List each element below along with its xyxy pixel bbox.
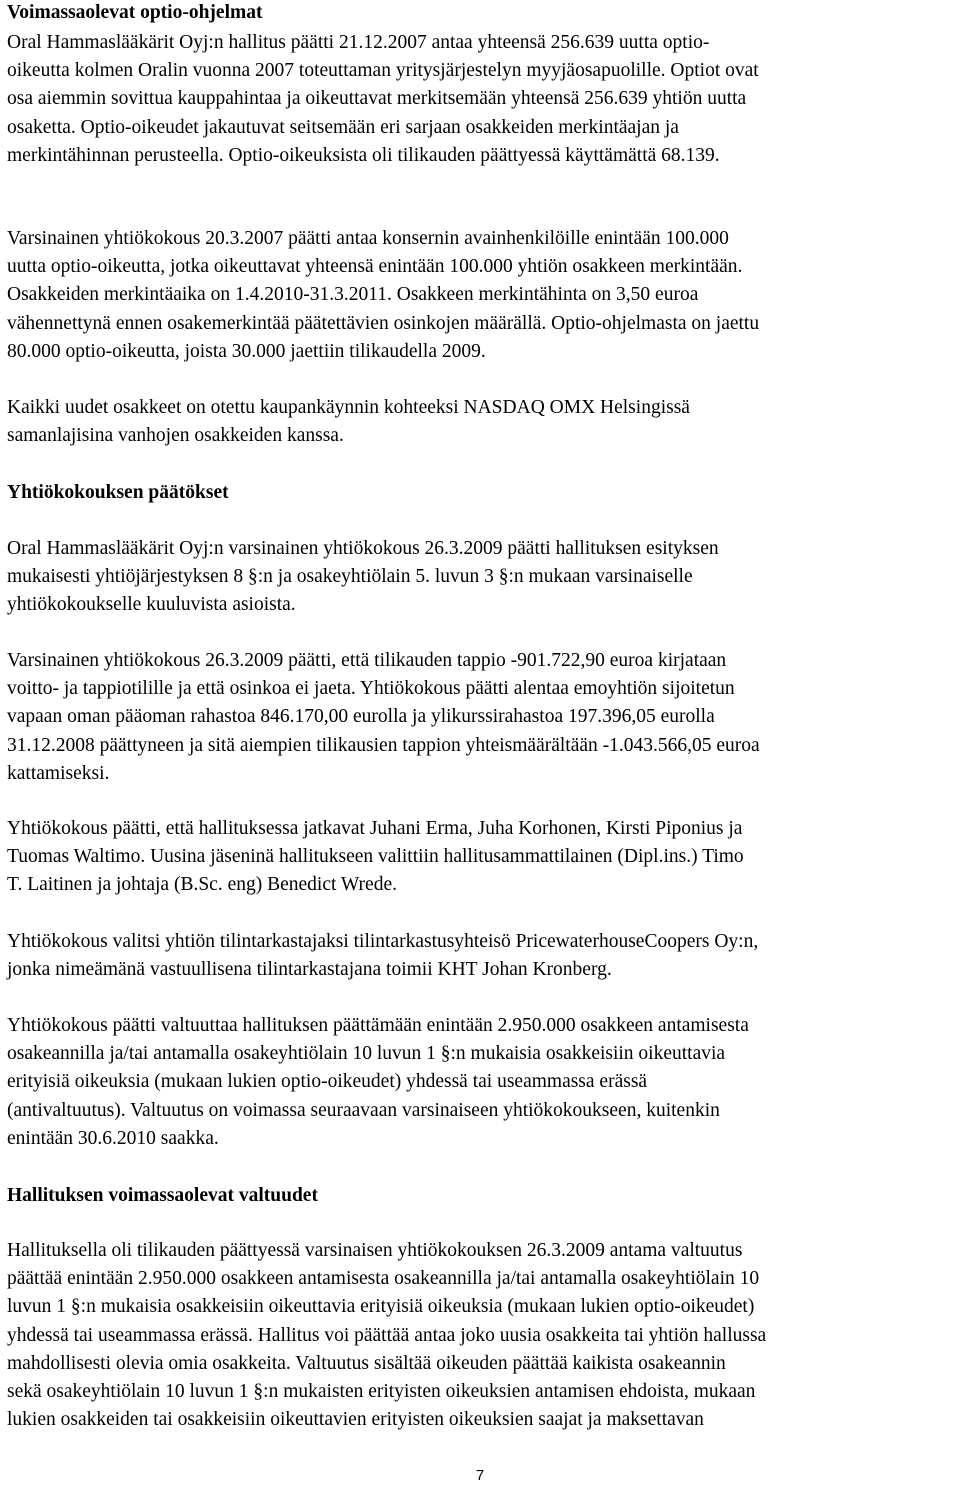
text-line: Yhtiökokous päätti valtuuttaa hallituksen päättämään enintään 2.950.000 osakkeen antamisesta: [7, 1015, 749, 1036]
text-line: Tuomas Waltimo. Uusina jäseninä hallitukseen valittiin hallitusammattilainen (Dipl.ins.) Timo: [7, 846, 744, 868]
text-line: oikeutta kolmen Oralin vuonna 2007 toteuttaman yritysjärjestelyn myyjäosapuolille. Optiot ovat: [7, 60, 759, 82]
text-line: mukaisesti yhtiöjärjestyksen 8 §:n ja osakeyhtiölain 5. luvun 3 §:n mukaan varsinaiselle: [7, 566, 693, 588]
text-line: sekä osakeyhtiölain 10 luvun 1 §:n mukaisten erityisten oikeuksien antamisen ehdoista, mukaan: [7, 1381, 756, 1403]
text-line: kattamiseksi.: [7, 762, 110, 784]
paragraph-option-rights-2007: [7, 29, 759, 170]
text-line: mahdollisesti olevia omia osakkeita. Valtuutus sisältää oikeuden päättää kaikista osakeannin: [7, 1352, 726, 1374]
text-line: osakeannilla ja/tai antamalla osakeyhtiölain 10 luvun 1 §:n mukaisia osakkeisiin oikeuttavia: [7, 1043, 726, 1065]
text-line: lukien osakkeiden tai osakkeisiin oikeuttavien erityisten oikeuksien saajat ja maksettavan: [7, 1409, 704, 1431]
paragraph-listing: [7, 394, 690, 450]
text-line: osaketta. Optio-oikeudet jakautuvat seitsemään eri sarjaan osakkeiden merkintäajan ja: [7, 116, 679, 138]
text-line: enintään 30.6.2010 saakka.: [7, 1127, 219, 1149]
text-line: osa aiemmin sovittua kauppahintaa ja oikeuttavat merkitsemään yhteensä 256.639 yhtiön uutta: [7, 88, 747, 110]
text-line: T. Laitinen ja johtaja (B.Sc. eng) Benedict Wrede.: [7, 874, 397, 896]
text-line: Kaikki uudet osakkeet on otettu kaupankäynnin kohteeksi NASDAQ OMX Helsingissä: [7, 397, 690, 418]
text-line: päättää enintään 2.950.000 osakkeen antamisesta osakeannilla ja/tai antamalla osakeyhtiölain 10: [7, 1268, 760, 1290]
paragraph-auditor: [7, 928, 758, 984]
text-line: erityisiä oikeuksia (mukaan lukien optio-oikeudet) yhdessä tai useammassa erässä: [7, 1071, 648, 1093]
section-heading-board-authorizations: Hallituksen voimassaolevat valtuudet: [7, 1185, 318, 1206]
paragraph-board-authorization-details: [7, 1237, 766, 1434]
text-line: Oral Hammaslääkärit Oyj:n hallitus päätti 21.12.2007 antaa yhteensä 256.639 uutta optio-: [7, 32, 710, 53]
text-line: luvun 1 §:n mukaisia osakkeisiin oikeuttavia erityisiä oikeuksia (mukaan lukien optio-oikeudet): [7, 1296, 755, 1318]
text-line: vapaan oman pääoman rahastoa 846.170,00 eurolla ja ylikurssirahastoa 197.396,05 eurolla: [7, 706, 715, 728]
text-line: jonka nimeämänä vastuullisena tilintarkastajana toimii KHT Johan Kronberg.: [7, 959, 612, 981]
text-line: voitto- ja tappiotilille ja että osinkoa ei jaeta. Yhtiökokous päätti alentaa emoyhtiön sijoitetun: [7, 678, 735, 700]
paragraph-share-issue-authorization: [7, 1012, 749, 1153]
text-line: yhdessä tai useammassa erässä. Hallitus voi päättää antaa joko uusia osakkeita tai yhtiön hallussa: [7, 1324, 767, 1346]
text-line: uutta optio-oikeutta, jotka oikeuttavat yhteensä enintään 100.000 yhtiön osakkeen merkintään.: [7, 256, 743, 278]
paragraph-board-members: [7, 815, 744, 900]
text-line: merkintähinnan perusteella. Optio-oikeuksista oli tilikauden päättyessä käyttämättä 68.139.: [7, 144, 720, 166]
text-line: samanlajisina vanhojen osakkeiden kanssa.: [7, 425, 344, 447]
text-line: Yhtiökokous päätti, että hallituksessa jatkavat Juhani Erma, Juha Korhonen, Kirsti Piponius ja: [7, 818, 743, 839]
text-line: vähennettynä ennen osakemerkintää päätettävien osinkojen määrällä. Optio-ohjelmasta on jaettu: [7, 312, 760, 334]
text-line: Osakkeiden merkintäaika on 1.4.2010-31.3.2011. Osakkeen merkintähinta on 3,50 euroa: [7, 284, 699, 306]
section-heading-agm-decisions: Yhtiökokouksen päätökset: [7, 482, 229, 503]
text-line: (antivaltuutus). Valtuutus on voimassa seuraavaan varsinaiseen yhtiökokoukseen, kuitenkin: [7, 1099, 720, 1121]
page-number: 7: [475, 1467, 485, 1484]
paragraph-loss-treatment: [7, 647, 760, 788]
text-line: Oral Hammaslääkärit Oyj:n varsinainen yhtiökokous 26.3.2009 päätti hallituksen esityksen: [7, 538, 719, 559]
text-line: 31.12.2008 päättyneen ja sitä aiempien tilikausien tappion yhteismäärältään -1.043.566,05 euroa: [7, 734, 760, 756]
text-line: Hallituksella oli tilikauden päättyessä varsinaisen yhtiökokouksen 26.3.2009 antama valtuutus: [7, 1240, 743, 1261]
paragraph-agm-matters: [7, 535, 719, 620]
text-line: yhtiökokoukselle kuuluvista asioista.: [7, 594, 296, 616]
section-heading-option-programs: Voimassaolevat optio-ohjelmat: [7, 2, 263, 23]
paragraph-key-personnel-options: [7, 225, 759, 366]
text-line: Varsinainen yhtiökokous 26.3.2009 päätti, että tilikauden tappio -901.722,90 euroa kirjataan: [7, 650, 727, 671]
text-line: 80.000 optio-oikeutta, joista 30.000 jaettiin tilikaudella 2009.: [7, 340, 486, 362]
text-line: Yhtiökokous valitsi yhtiön tilintarkastajaksi tilintarkastusyhteisö PricewaterhouseCoopers Oy:n,: [7, 931, 759, 952]
text-line: Varsinainen yhtiökokous 20.3.2007 päätti antaa konsernin avainhenkilöille enintään 100.000: [7, 228, 729, 249]
